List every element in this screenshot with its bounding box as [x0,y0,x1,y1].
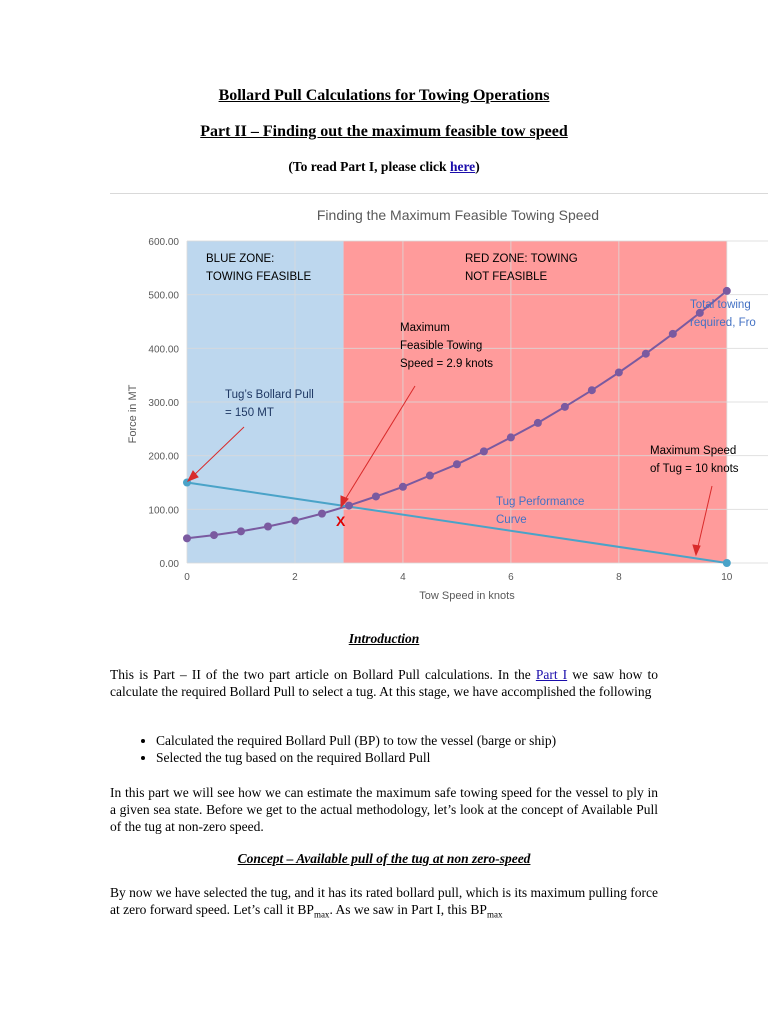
intersection-marker: X [336,513,346,529]
max-feasible-annotation-2: Feasible Towing [400,340,483,352]
concept-paragraph [110,884,658,924]
total-towing-point [723,287,731,295]
max-speed-annotation-2: of Tug = 10 knots [650,463,739,475]
concept-heading: Concept – Available pull of the tug at non zero-speed [237,851,531,866]
bp-max-subscript: max [313,909,330,920]
max-feasible-annotation-3: Speed = 2.9 knots [400,358,494,370]
total-towing-point [372,492,380,500]
x-tick-label: 6 [508,572,514,583]
x-tick-label: 0 [184,572,190,583]
concept-text-a: By now we have selected the tug, and it has its rated bollard pull, which is its maximum pulling force at zero forward speed. Let’s call it BP [110,885,658,917]
part-title: Part II – Finding out the maximum feasible tow speed [200,123,568,140]
intro-paragraph-2: In this part we will see how we can estimate the maximum safe towing speed for the vessel to ply in a given sea state. Before we get to the actual methodology, let’s look at the concept of Available Pull of the tug at non-zero speed. [110,785,658,834]
bollard-annotation-2: = 150 MT [225,407,274,419]
y-tick-label: 600.00 [148,237,179,248]
total-towing-point [291,517,299,525]
total-towing-point [237,527,245,535]
x-tick-label: 4 [400,572,406,583]
y-tick-label: 300.00 [148,398,179,409]
total-towing-point [183,534,191,542]
chart-title: Finding the Maximum Feasible Towing Speed [316,207,600,223]
intro-p1-text-b: we saw how to calculate the required Bollard Pull to select a tug. At this stage, we have accomplished the following [110,667,658,699]
red-zone-label-2: NOT FEASIBLE [465,271,548,283]
total-towing-point [507,433,515,441]
list-item: • Calculated the required Bollard Pull (BP) to tow the vessel (barge or ship) [156,732,556,749]
concept-text-b: . As we saw in Part I, this BP [329,902,487,917]
intro-paragraph-1 [110,666,658,700]
accomplished-list [130,732,556,766]
total-towing-point [453,460,461,468]
total-towing-point [426,472,434,480]
total-towing-point [615,368,623,376]
total-towing-point [534,419,542,427]
max-speed-annotation-1: Maximum Speed [650,445,737,457]
x-axis-label: Tow Speed in knots [419,590,515,602]
read-prefix: (To read Part I, please click [288,159,450,174]
total-towing-point [210,531,218,539]
tow-speed-chart [110,193,768,611]
total-towing-point [669,330,677,338]
max-feasible-annotation-1: Maximum [400,322,450,334]
bp-max-subscript-2: max [486,909,503,920]
total-towing-point [264,523,272,531]
y-tick-label: 200.00 [148,451,179,463]
total-towing-label-2: required, Fro [690,317,756,329]
y-tick-label: 0.00 [159,559,179,570]
bollard-annotation-1: Tug’s Bollard Pull [225,389,314,401]
total-towing-point [399,483,407,491]
chart-svg [110,194,768,611]
here-link[interactable]: here [449,159,476,174]
total-towing-label-1: Total towing [690,299,751,311]
tug-performance-label-2: Curve [496,514,527,526]
x-tick-label: 8 [616,572,622,583]
x-tick-label: 10 [721,572,733,583]
list-item: • Selected the tug based on the required Bollard Pull [156,749,556,766]
read-suffix: ) [475,159,480,174]
tug-performance-label-1: Tug Performance [496,496,585,508]
document-title: Bollard Pull Calculations for Towing Operations [218,87,550,104]
total-towing-point [318,510,326,518]
total-towing-point [561,403,569,411]
blue-zone-label-2: TOWING FEASIBLE [206,271,312,283]
total-towing-point [588,386,596,394]
y-axis-label: Force in MT [127,384,139,444]
intro-p1-text-a: This is Part – II of the two part article on Bollard Pull calculations. In the [110,667,536,682]
x-tick-label: 2 [292,572,298,583]
total-towing-point [345,502,353,510]
red-zone-label-1: RED ZONE: TOWING [465,253,578,265]
y-tick-label: 500.00 [148,290,179,302]
total-towing-point [642,350,650,358]
introduction-heading: Introduction [348,631,420,646]
tug-performance-point [723,559,731,567]
total-towing-point [480,447,488,455]
part-one-link[interactable]: Part I [535,667,568,682]
y-tick-label: 400.00 [148,344,179,356]
y-tick-label: 100.00 [148,505,179,517]
read-part-one-line [0,159,768,175]
blue-zone-label-1: BLUE ZONE: [206,253,275,265]
